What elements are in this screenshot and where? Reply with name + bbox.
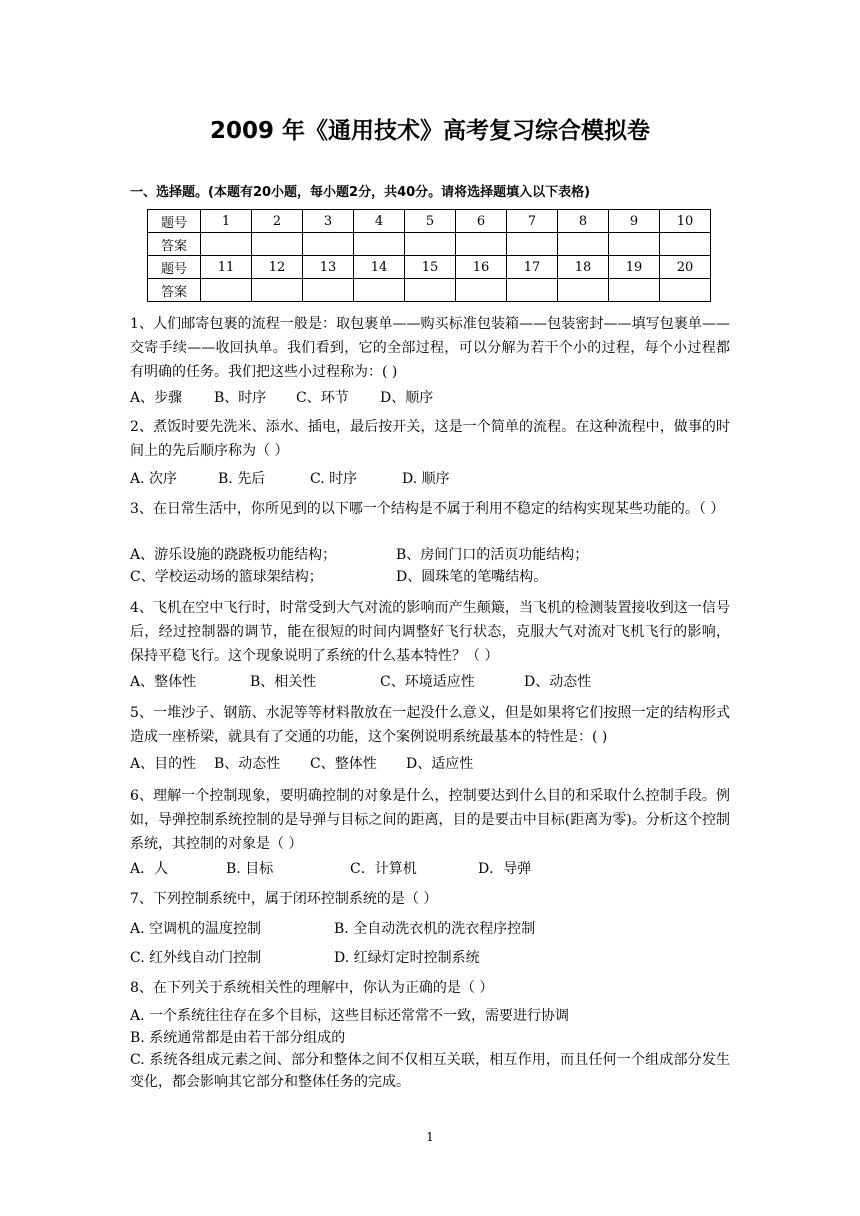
question-7-text: 7、下列控制系统中，属于闭环控制系统的是（ ） <box>130 891 438 907</box>
table-cell: 2 <box>252 210 303 233</box>
option-d: D、圆珠笔的笔嘴结构。 <box>396 569 548 585</box>
table-cell: 18 <box>558 256 609 279</box>
answer-cell[interactable] <box>660 279 711 302</box>
table-cell: 20 <box>660 256 711 279</box>
option-a: A、目的性 <box>130 756 197 772</box>
answer-cell[interactable] <box>507 233 558 256</box>
answer-cell[interactable] <box>609 279 660 302</box>
table-row <box>148 256 711 279</box>
table-cell: 10 <box>660 210 711 233</box>
answer-cell[interactable] <box>558 279 609 302</box>
option-b: B. 系统通常都是由若干部分组成的 <box>130 1030 346 1046</box>
table-cell: 13 <box>303 256 354 279</box>
page-number: 1 <box>426 1130 434 1144</box>
option-a: A．人 <box>130 861 169 877</box>
question-3-text: 3、在日常生活中，你所见到的以下哪一个结构是不属于利用不稳定的结构实现某些功能的。（ ） <box>130 501 725 517</box>
option-a: A、游乐设施的跷跷板功能结构； <box>130 547 337 563</box>
answer-cell[interactable] <box>660 233 711 256</box>
answer-cell[interactable] <box>405 279 456 302</box>
answer-cell[interactable] <box>456 233 507 256</box>
option-d: D、适应性 <box>406 756 474 772</box>
page-title: 2009 年《通用技术》高考复习综合模拟卷 <box>209 118 651 144</box>
table-cell: 17 <box>507 256 558 279</box>
answer-cell[interactable] <box>303 233 354 256</box>
option-c: C、环节 <box>296 390 349 406</box>
table-cell-label: 答案 <box>148 279 201 302</box>
table-cell: 1 <box>201 210 252 233</box>
answer-cell[interactable] <box>456 279 507 302</box>
question-1-text: 1、人们邮寄包裹的流程一般是：取包裹单——购买标准包装箱——包装密封——填写包裹单——交寄手续——收回执单。我们看到，它的全部过程，可以分解为若干个小的过程，每个小过程都有明确的任务。我们把这些小过程称为：( ) <box>130 316 730 380</box>
table-cell-label: 题号 <box>148 210 201 233</box>
question-4-text: 4、飞机在空中飞行时，时常受到大气对流的影响而产生颠簸，当飞机的检测装置接收到这一信号后，经过控制器的调节，能在很短的时间内调整好飞行状态，克服大气对流对飞机飞行的影响，保持平稳飞行。这个现象说明了系统的什么基本特性？（ ） <box>130 600 730 664</box>
table-cell: 15 <box>405 256 456 279</box>
question-8-text: 8、在下列关于系统相关性的理解中，你认为正确的是（ ） <box>130 980 494 996</box>
table-row <box>148 233 711 256</box>
table-cell-label: 题号 <box>148 256 201 279</box>
option-a: A. 次序 <box>130 471 178 487</box>
table-cell: 6 <box>456 210 507 233</box>
table-cell: 14 <box>354 256 405 279</box>
option-d: D、顺序 <box>380 390 434 406</box>
option-d: D．导弹 <box>478 861 532 877</box>
table-cell: 7 <box>507 210 558 233</box>
answer-cell[interactable] <box>354 233 405 256</box>
option-b: B、房间门口的活页功能结构； <box>396 547 589 563</box>
answer-cell[interactable] <box>558 233 609 256</box>
question-3-options-row2 <box>130 565 730 589</box>
question-6-text: 6、理解一个控制现象，要明确控制的对象是什么，控制要达到什么目的和采取什么控制手段。例如，导弹控制系统控制的是导弹与目标之间的距离，目的是要击中目标(距离为零)。分析这个控制系统，其控制的对象是（ ） <box>130 788 730 852</box>
section-heading-choice: 一、选择题。(本题有20小题，每小题2分，共40分。请将选择题填入以下表格) <box>130 185 591 200</box>
answer-cell[interactable] <box>609 233 660 256</box>
option-c: C、学校运动场的篮球架结构； <box>130 569 323 585</box>
answer-cell[interactable] <box>201 233 252 256</box>
option-c: C、环境适应性 <box>380 674 475 690</box>
table-cell: 11 <box>201 256 252 279</box>
option-b: B、动态性 <box>214 756 281 772</box>
option-b: B、相关性 <box>250 674 317 690</box>
option-a: A、步骤 <box>130 390 183 406</box>
answer-cell[interactable] <box>507 279 558 302</box>
option-d: D、动态性 <box>524 674 592 690</box>
option-b: B. 全自动洗衣机的洗衣程序控制 <box>334 921 536 937</box>
table-cell: 5 <box>405 210 456 233</box>
table-cell: 16 <box>456 256 507 279</box>
option-a: A. 一个系统往往存在多个目标，这些目标还常常不一致，需要进行协调 <box>130 1008 570 1024</box>
answer-cell[interactable] <box>405 233 456 256</box>
option-c: C. 系统各组成元素之间、部分和整体之间不仅相互关联，相互作用，而且任何一个组成部分发生变化，都会影响其它部分和整体任务的完成。 <box>130 1052 730 1090</box>
question-5-options <box>130 752 730 776</box>
option-c: C. 时序 <box>310 471 358 487</box>
question-2-text: 2、煮饭时要先洗米、添水、插电，最后按开关，这是一个简单的流程。在这种流程中，做事的时间上的先后顺序称为（ ） <box>130 419 730 459</box>
answer-cell[interactable] <box>354 279 405 302</box>
option-b: B. 先后 <box>218 471 266 487</box>
table-cell: 19 <box>609 256 660 279</box>
table-cell: 3 <box>303 210 354 233</box>
option-d: D. 红绿灯定时控制系统 <box>334 950 480 966</box>
answer-cell[interactable] <box>201 279 252 302</box>
question-1-options <box>130 386 730 410</box>
answer-cell[interactable] <box>252 233 303 256</box>
question-3-options-row1 <box>130 543 730 567</box>
option-b: B. 目标 <box>226 861 274 877</box>
option-c: C. 红外线自动门控制 <box>130 950 262 966</box>
option-c: C、整体性 <box>310 756 377 772</box>
table-cell: 12 <box>252 256 303 279</box>
question-6-options <box>130 857 730 881</box>
option-d: D. 顺序 <box>402 471 450 487</box>
option-b: B、时序 <box>214 390 267 406</box>
table-cell: 9 <box>609 210 660 233</box>
question-5-text: 5、一堆沙子、钢筋、水泥等等材料散放在一起没什么意义，但是如果将它们按照一定的结构形式造成一座桥梁，就具有了交通的功能，这个案例说明系统最基本的特性是：( ) <box>130 705 730 745</box>
table-cell: 4 <box>354 210 405 233</box>
question-7-options-row1 <box>130 917 730 941</box>
question-7-options-row2 <box>130 946 730 970</box>
option-a: A. 空调机的温度控制 <box>130 921 262 937</box>
option-c: C．计算机 <box>350 861 417 877</box>
option-a: A、整体性 <box>130 674 197 690</box>
answer-cell[interactable] <box>252 279 303 302</box>
question-2-options <box>130 467 730 491</box>
table-cell-label: 答案 <box>148 233 201 256</box>
table-row <box>148 279 711 302</box>
table-row <box>148 210 711 233</box>
answer-cell[interactable] <box>303 279 354 302</box>
answer-table <box>147 209 711 302</box>
table-cell: 8 <box>558 210 609 233</box>
question-4-options <box>130 670 730 694</box>
